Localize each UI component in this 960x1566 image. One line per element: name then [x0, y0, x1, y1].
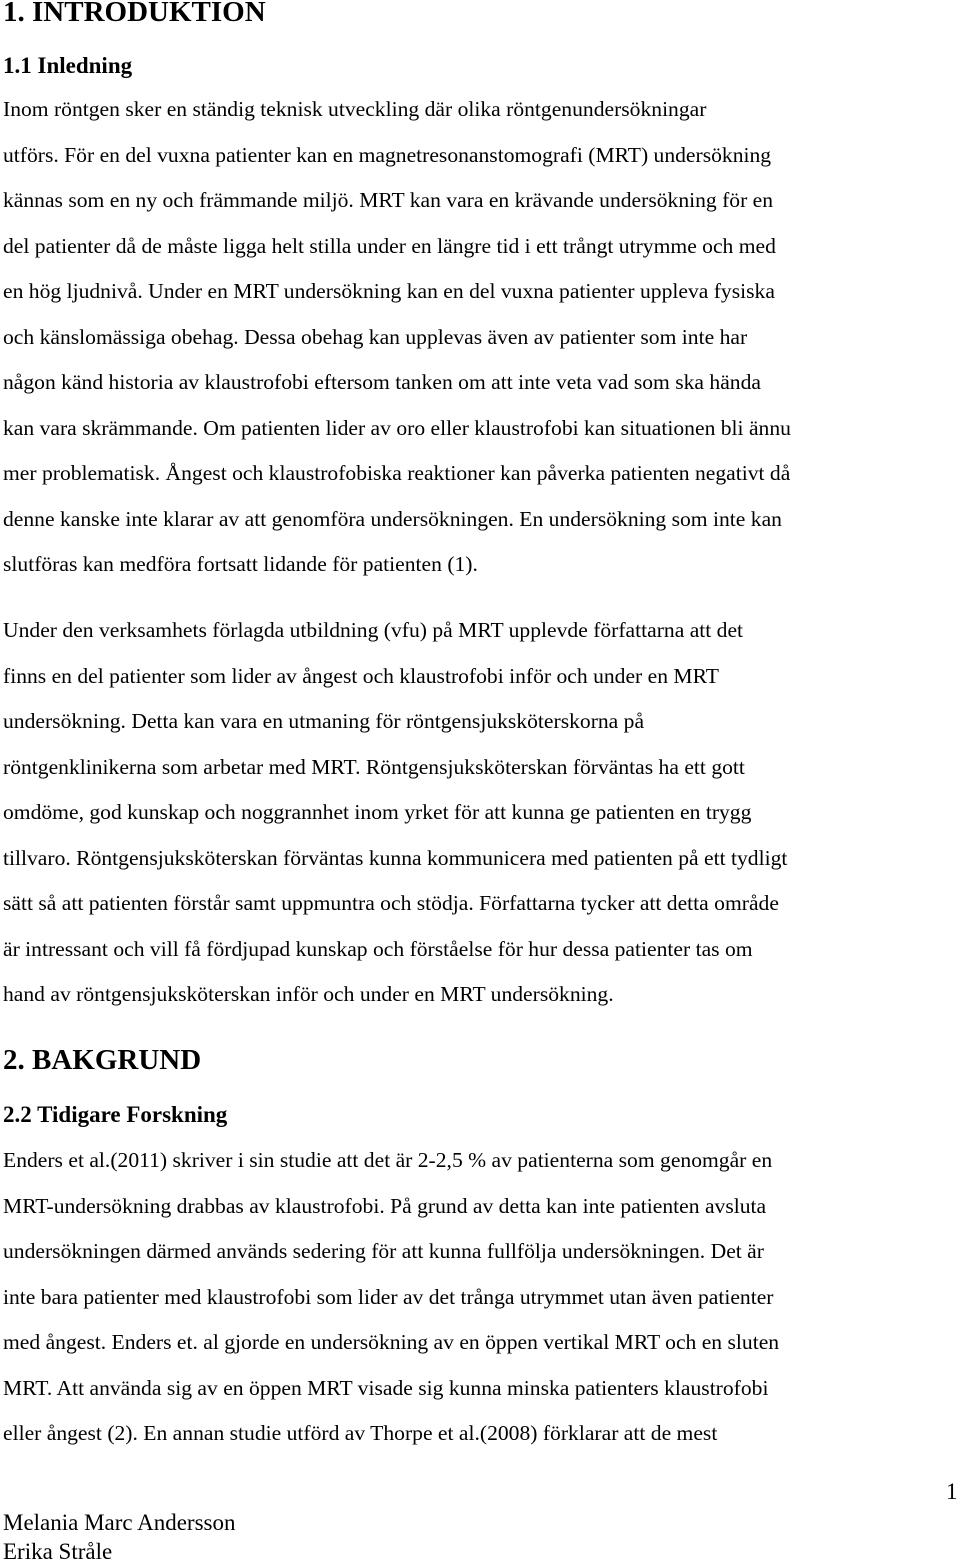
section-heading-bakgrund: 2. BAKGRUND	[3, 1044, 202, 1076]
text-line: sätt så att patienten förstår samt uppmuntra och stödja. Författarna tycker att detta område	[3, 891, 779, 915]
text-line: MRT-undersökning drabbas av klaustrofobi. På grund av detta kan inte patienten avsluta	[3, 1193, 767, 1218]
text-line: undersökning. Detta kan vara en utmaning för röntgensjuksköterskorna på	[3, 709, 645, 733]
paragraph-inledning-2	[3, 608, 957, 1018]
page-number: 1	[946, 1479, 958, 1504]
text-line: tillvaro. Röntgensjuksköterskan förväntas kunna kommunicera med patienten på ett tydligt	[3, 845, 788, 870]
text-line: hand av röntgensjuksköterskan inför och under en MRT undersökning.	[3, 982, 614, 1006]
text-line: röntgenklinikerna som arbetar med MRT. Röntgensjuksköterskan förväntas ha ett gott	[3, 754, 745, 779]
text-line: kännas som en ny och främmande miljö. MRT kan vara en krävande undersökning för en	[3, 188, 774, 212]
subheading-inledning: 1.1 Inledning	[3, 53, 133, 78]
paragraph-tidigare-forskning	[3, 1138, 957, 1457]
text-line: eller ångest (2). En annan studie utförd av Thorpe et al.(2008) förklarar att de mest	[3, 1421, 718, 1445]
text-line: denne kanske inte klarar av att genomföra undersökningen. En undersökning som inte kan	[3, 506, 782, 531]
text-line: Inom röntgen sker en ständig teknisk utveckling där olika röntgenundersökningar	[3, 97, 707, 121]
paragraph-inledning-1	[3, 87, 957, 588]
text-line: mer problematisk. Ångest och klaustrofobiska reaktioner kan påverka patienten negativt då	[3, 461, 791, 485]
text-line: slutföras kan medföra fortsatt lidande för patienten (1).	[3, 552, 478, 576]
text-line: med ångest. Enders et. al gjorde en undersökning av en öppen vertikal MRT och en sluten	[3, 1330, 780, 1354]
text-line: Under den verksamhets förlagda utbildning (vfu) på MRT upplevde författarna att det	[3, 618, 744, 642]
section-heading-introduktion: 1. INTRODUKTION	[3, 0, 266, 28]
text-line: del patienter då de måste ligga helt stilla under en längre tid i ett trångt utrymme och med	[3, 233, 776, 258]
text-line: MRT. Att använda sig av en öppen MRT visade sig kunna minska patienters klaustrofobi	[3, 1375, 769, 1400]
text-line: inte bara patienter med klaustrofobi som lider av det trånga utrymmet utan även patienter	[3, 1284, 774, 1309]
text-line: omdöme, god kunskap och noggrannhet inom yrket för att kunna ge patienten en trygg	[3, 800, 752, 824]
footer-author-1: Melania Marc Andersson	[3, 1510, 236, 1535]
text-line: undersökningen därmed används sedering för att kunna fullfölja undersökningen. Det är	[3, 1239, 764, 1263]
footer-author-2: Erika Stråle	[3, 1539, 113, 1564]
text-line: är intressant och vill få fördjupad kunskap och förståelse för hur dessa patienter tas om	[3, 936, 753, 961]
text-line: och känslomässiga obehag. Dessa obehag kan upplevas även av patienter som inte har	[3, 324, 748, 349]
text-line: utförs. För en del vuxna patienter kan en magnetresonanstomografi (MRT) undersökning	[3, 142, 772, 167]
text-line: finns en del patienter som lider av ångest och klaustrofobi inför och under en MRT	[3, 663, 719, 688]
subheading-tidigare-forskning: 2.2 Tidigare Forskning	[3, 1102, 228, 1127]
text-line: kan vara skrämmande. Om patienten lider av oro eller klaustrofobi kan situationen bli ännu	[3, 415, 791, 440]
text-line: en hög ljudnivå. Under en MRT undersökning kan en del vuxna patienter uppleva fysiska	[3, 279, 775, 303]
text-line: någon känd historia av klaustrofobi eftersom tanken om att inte veta vad som ska hända	[3, 370, 761, 394]
text-line: Enders et al.(2011) skriver i sin studie att det är 2-2,5 % av patienterna som genomgår en	[3, 1148, 773, 1172]
